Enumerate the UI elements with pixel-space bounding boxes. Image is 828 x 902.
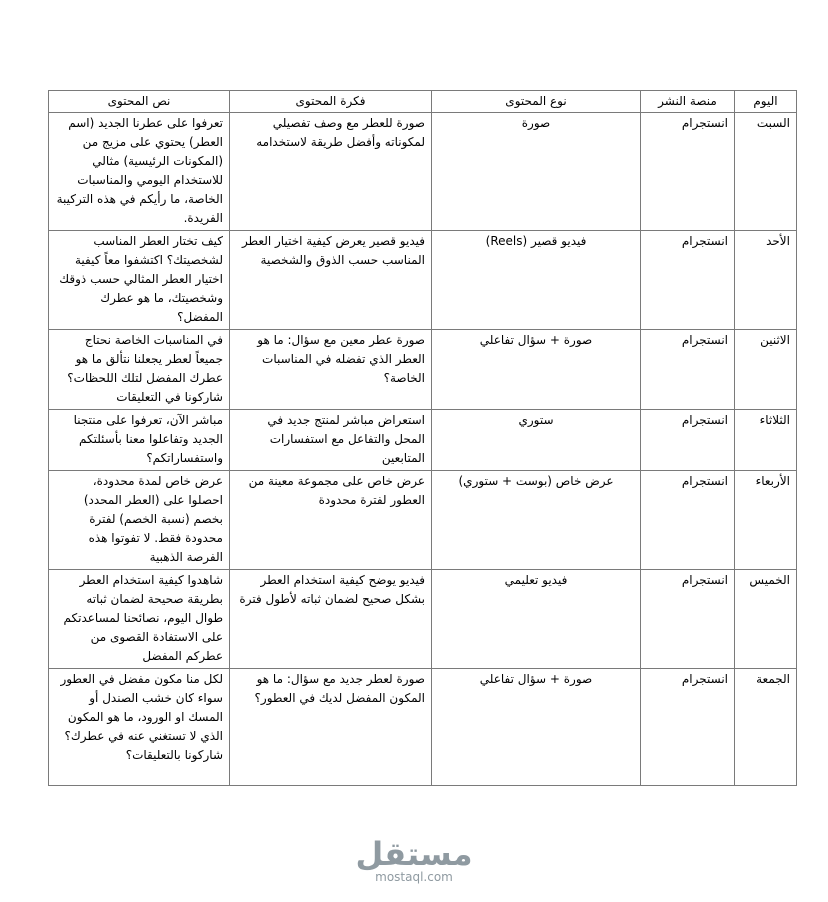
cell-day: الثلاثاء: [735, 410, 797, 471]
cell-type: صورة + سؤال تفاعلي: [432, 669, 641, 786]
cell-idea: فيديو قصير يعرض كيفية اختيار العطر المناسب حسب الذوق والشخصية: [230, 231, 432, 330]
cell-text: عرض خاص لمدة محدودة، احصلوا على (العطر المحدد) بخصم (نسبة الخصم) لفترة محدودة فقط. لا تفوتوا هذه الفرصة الذهبية: [49, 471, 230, 570]
cell-day: الجمعة: [735, 669, 797, 786]
table-row: [49, 231, 797, 330]
cell-idea: صورة للعطر مع وصف تفصيلي لمكوناته وأفضل طريقة لاستخدامه: [230, 113, 432, 231]
cell-type: فيديو تعليمي: [432, 570, 641, 669]
cell-text: كيف تختار العطر المناسب لشخصيتك؟ اكتشفوا معاً كيفية اختيار العطر المثالي حسب ذوقك وشخصيتك، ما هو عطرك المفضل؟: [49, 231, 230, 330]
cell-day: الخميس: [735, 570, 797, 669]
cell-platform: انستجرام: [641, 330, 735, 410]
header-text: نص المحتوى: [49, 91, 230, 113]
cell-platform: انستجرام: [641, 471, 735, 570]
table-row: [49, 669, 797, 786]
cell-type: فيديو قصير (Reels): [432, 231, 641, 330]
cell-day: الأحد: [735, 231, 797, 330]
content-plan-table: [48, 90, 797, 786]
cell-platform: انستجرام: [641, 113, 735, 231]
table-row: [49, 113, 797, 231]
cell-type: ستوري: [432, 410, 641, 471]
watermark-url: mostaql.com: [375, 870, 453, 884]
cell-day: الأربعاء: [735, 471, 797, 570]
table-row: [49, 330, 797, 410]
cell-type: صورة + سؤال تفاعلي: [432, 330, 641, 410]
cell-idea: عرض خاص على مجموعة معينة من العطور لفترة محدودة: [230, 471, 432, 570]
cell-platform: انستجرام: [641, 410, 735, 471]
table-row: [49, 471, 797, 570]
cell-platform: انستجرام: [641, 669, 735, 786]
cell-idea: استعراض مباشر لمنتج جديد في المحل والتفاعل مع استفسارات المتابعين: [230, 410, 432, 471]
header-platform: منصة النشر: [641, 91, 735, 113]
cell-idea: فيديو يوضح كيفية استخدام العطر بشكل صحيح لضمان ثباته لأطول فترة: [230, 570, 432, 669]
cell-platform: انستجرام: [641, 570, 735, 669]
table-header-row: [49, 91, 797, 113]
cell-text: شاهدوا كيفية استخدام العطر بطريقة صحيحة لضمان ثباته طوال اليوم، نصائحنا لمساعدتكم على الاستفادة القصوى من عطركم المفضل: [49, 570, 230, 669]
header-idea: فكرة المحتوى: [230, 91, 432, 113]
table-row: [49, 570, 797, 669]
cell-text: لكل منا مكون مفضل في العطور سواء كان خشب الصندل أو المسك او الورود، ما هو المكون الذي لا تستغني عنه في عطرك؟ شاركونا بالتعليقات؟: [49, 669, 230, 786]
cell-idea: صورة لعطر جديد مع سؤال: ما هو المكون المفضل لديك في العطور؟: [230, 669, 432, 786]
cell-text: مباشر الآن، تعرفوا على منتجنا الجديد وتفاعلوا معنا بأسئلتكم واستفساراتكم؟: [49, 410, 230, 471]
cell-type: عرض خاص (بوست + ستوري): [432, 471, 641, 570]
header-day: اليوم: [735, 91, 797, 113]
cell-idea: صورة عطر معين مع سؤال: ما هو العطر الذي تفضله في المناسبات الخاصة؟: [230, 330, 432, 410]
cell-day: الاثنين: [735, 330, 797, 410]
cell-platform: انستجرام: [641, 231, 735, 330]
watermark-logo: مستقل: [355, 835, 473, 873]
cell-text: في المناسبات الخاصة نحتاج جميعاً لعطر يجعلنا نتألق ما هو عطرك المفضل لتلك اللحظات؟ شاركونا في التعليقات: [49, 330, 230, 410]
mostaql-watermark: [0, 836, 828, 884]
cell-text: تعرفوا على عطرنا الجديد (اسم العطر) يحتوي على مزيج من (المكونات الرئيسية) مثالي للاستخدام اليومي والمناسبات الخاصة، ما رأيكم في هذه التركيبة الفريدة.: [49, 113, 230, 231]
table-row: [49, 410, 797, 471]
header-type: نوع المحتوى: [432, 91, 641, 113]
cell-type: صورة: [432, 113, 641, 231]
cell-day: السبت: [735, 113, 797, 231]
